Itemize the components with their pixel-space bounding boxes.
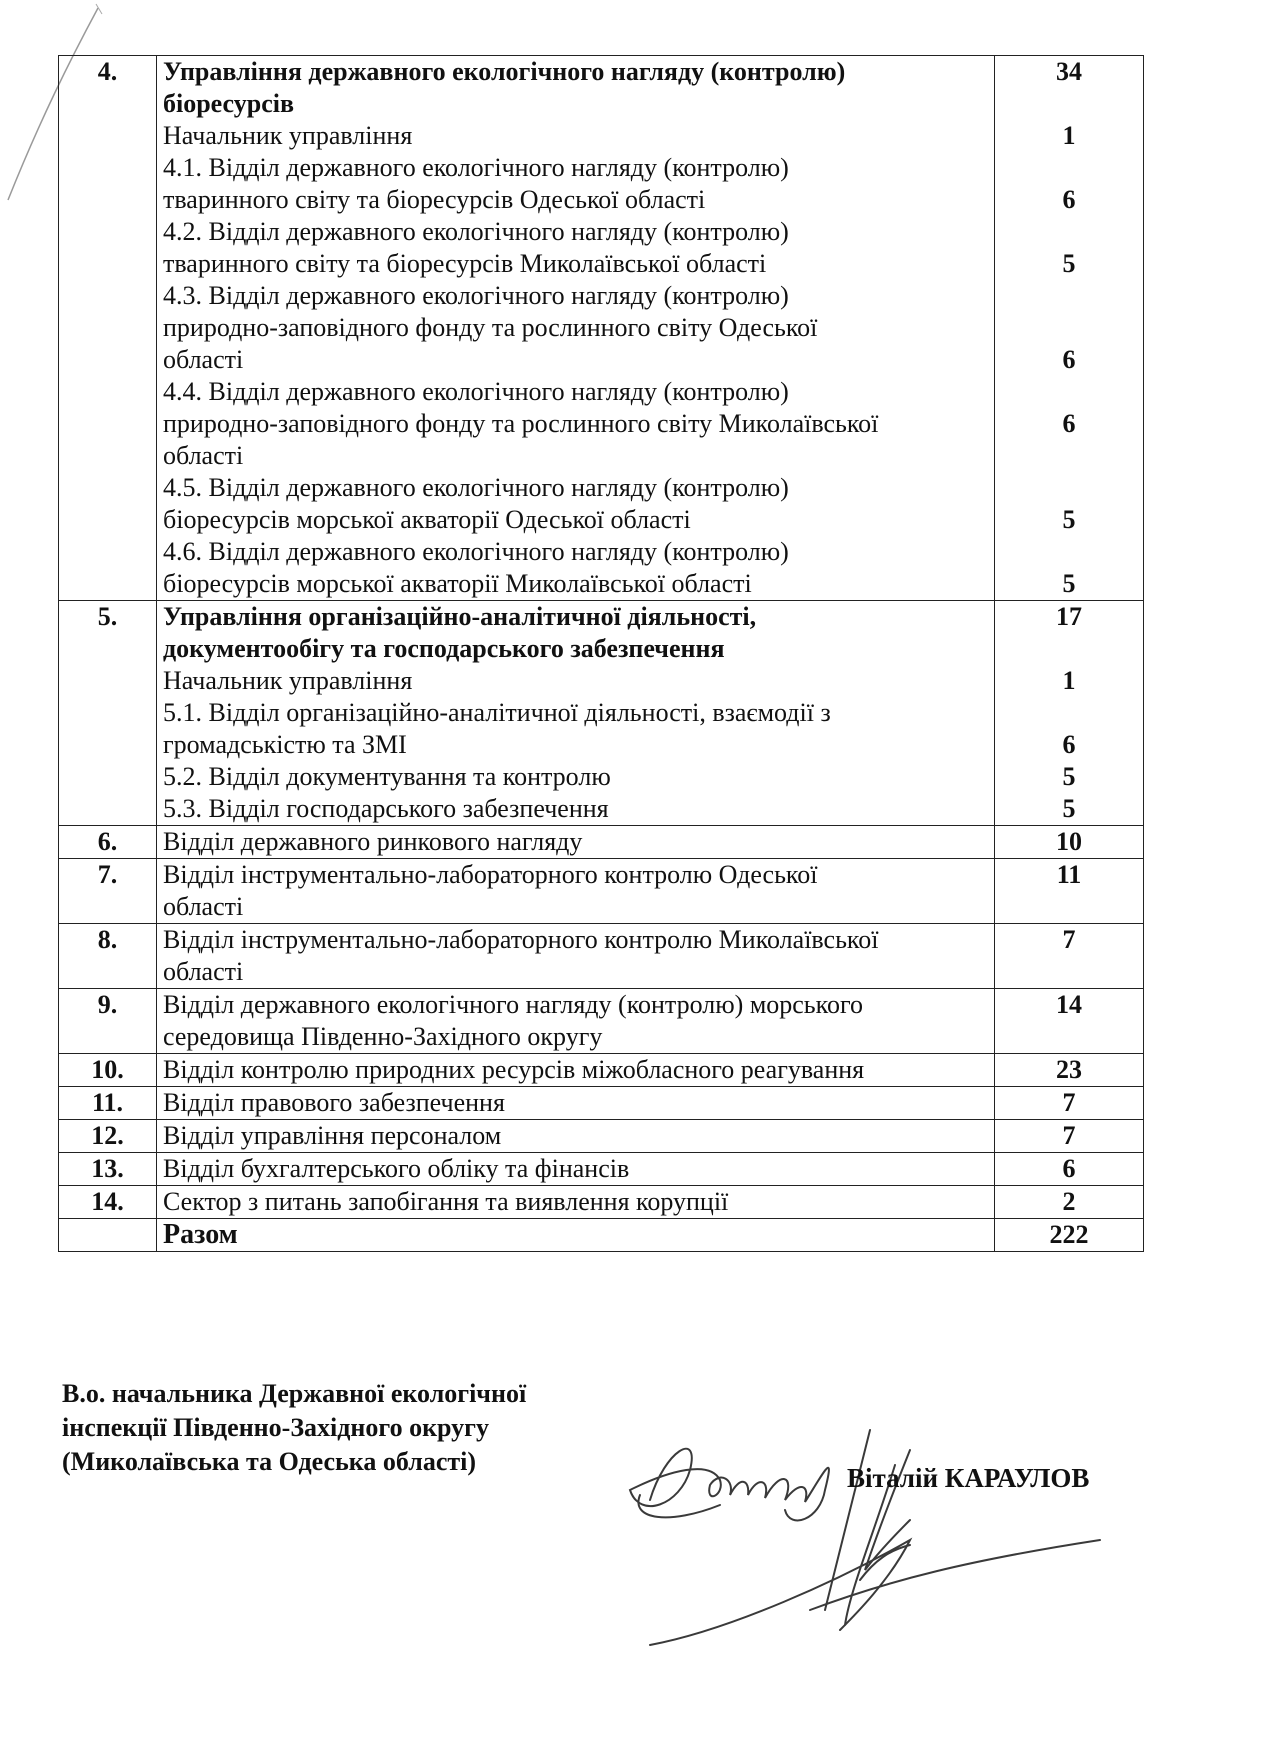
row-count: 7 — [995, 924, 1144, 989]
row-number: 11. — [59, 1087, 157, 1120]
row-text-line: області — [163, 892, 244, 921]
row-text-line: Відділ правового забезпечення — [163, 1088, 505, 1117]
subitem-count: 1 — [1062, 121, 1076, 150]
staff-structure-table — [58, 55, 1144, 1252]
table-row-13 — [59, 1153, 1144, 1186]
subitem-line: 4.2. Відділ державного екологічного нагляду (контролю) — [163, 217, 789, 246]
table-row-12 — [59, 1120, 1144, 1153]
subitem-line: тваринного світу та біоресурсів Одеської області — [163, 185, 706, 214]
subitem-count: 5 — [1062, 569, 1076, 598]
table-total-row — [59, 1219, 1144, 1252]
table-row-11 — [59, 1087, 1144, 1120]
subitem-line: 5.3. Відділ господарського забезпечення — [163, 794, 609, 823]
subitem-count: 5 — [1062, 762, 1076, 791]
row-count: 11 — [995, 859, 1144, 924]
subitem-line: області — [163, 345, 244, 374]
row-description — [157, 1120, 995, 1153]
row-text-line: Відділ державного екологічного нагляду (контролю) морського — [163, 990, 863, 1019]
row-description — [157, 859, 995, 924]
subitem-count: 5 — [1062, 794, 1076, 823]
row-text-line: Відділ інструментально-лабораторного контролю Одеської — [163, 860, 818, 889]
section-title-line: Управління державного екологічного нагляду (контролю) — [163, 57, 846, 86]
row-number: 8. — [59, 924, 157, 989]
section-total-count: 34 — [1056, 57, 1082, 86]
subitem-line: природно-заповідного фонду та рослинного світу Одеської — [163, 313, 818, 342]
subitem-count: 5 — [1062, 505, 1076, 534]
row-count: 7 — [995, 1120, 1144, 1153]
row-text-line: Відділ управління персоналом — [163, 1121, 502, 1150]
row-count: 14 — [995, 989, 1144, 1054]
subitem-count: 6 — [1062, 345, 1076, 374]
row-number: 9. — [59, 989, 157, 1054]
total-label-cell — [157, 1219, 995, 1252]
row-text-line: середовища Південно-Західного округу — [163, 1022, 603, 1051]
row-count: 23 — [995, 1054, 1144, 1087]
row-text-line: Сектор з питань запобігання та виявлення корупції — [163, 1187, 729, 1216]
total-empty-cell — [59, 1219, 157, 1252]
row-number: 13. — [59, 1153, 157, 1186]
row-number: 7. — [59, 859, 157, 924]
row-count: 7 — [995, 1087, 1144, 1120]
subitem-count: 6 — [1062, 409, 1076, 438]
subitem-line: Начальник управління — [163, 666, 413, 695]
signer-name: Віталій КАРАУЛОВ — [847, 1463, 1090, 1493]
section-title-line: Управління організаційно-аналітичної діяльності, — [163, 602, 757, 631]
table-row-9 — [59, 989, 1144, 1054]
row-description — [157, 1153, 995, 1186]
total-count: 222 — [995, 1219, 1144, 1252]
section-title-line: біоресурсів — [163, 89, 295, 118]
row-description — [157, 56, 995, 601]
subitem-count: 6 — [1062, 730, 1076, 759]
subitem-line: тваринного світу та біоресурсів Миколаївської області — [163, 249, 767, 278]
signatory-position-line: (Миколаївська та Одеська області) — [62, 1447, 477, 1476]
row-description — [157, 989, 995, 1054]
table-row-7 — [59, 859, 1144, 924]
row-text-line: Відділ контролю природних ресурсів міжобласного реагування — [163, 1055, 865, 1084]
row-description — [157, 826, 995, 859]
row-description — [157, 1054, 995, 1087]
row-number: 12. — [59, 1120, 157, 1153]
subitem-line: 4.3. Відділ державного екологічного нагляду (контролю) — [163, 281, 789, 310]
row-number: 6. — [59, 826, 157, 859]
row-text-line: Відділ державного ринкового нагляду — [163, 827, 583, 856]
subitem-line: природно-заповідного фонду та рослинного світу Миколаївської — [163, 409, 879, 438]
subitem-line: Начальник управління — [163, 121, 413, 150]
signatory-position-line: В.о. начальника Державної екологічної — [62, 1379, 527, 1408]
subitem-line: області — [163, 441, 244, 470]
section-total-count: 17 — [1056, 602, 1082, 631]
subitem-count: 6 — [1062, 185, 1076, 214]
subitem-line: 4.6. Відділ державного екологічного нагляду (контролю) — [163, 537, 789, 566]
subitem-line: 4.1. Відділ державного екологічного нагляду (контролю) — [163, 153, 789, 182]
table-row-8 — [59, 924, 1144, 989]
row-number: 4. — [59, 56, 157, 601]
handwritten-signature — [610, 1410, 1130, 1660]
row-count: 10 — [995, 826, 1144, 859]
row-text-line: Відділ бухгалтерського обліку та фінансів — [163, 1154, 630, 1183]
table-row-6 — [59, 826, 1144, 859]
subitem-line: 4.4. Відділ державного екологічного нагляду (контролю) — [163, 377, 789, 406]
row-number: 10. — [59, 1054, 157, 1087]
subitem-line: 5.2. Відділ документування та контролю — [163, 762, 611, 791]
table-row-10 — [59, 1054, 1144, 1087]
row-count-column — [995, 601, 1144, 826]
row-description — [157, 601, 995, 826]
total-label: Разом — [163, 1219, 238, 1250]
row-description — [157, 1186, 995, 1219]
row-description — [157, 1087, 995, 1120]
signatory-position-line: інспекції Південно-Західного округу — [62, 1413, 489, 1442]
subitem-line: громадськістю та ЗМІ — [163, 730, 407, 759]
row-number: 14. — [59, 1186, 157, 1219]
table-row-4 — [59, 56, 1144, 601]
row-count: 2 — [995, 1186, 1144, 1219]
row-count: 6 — [995, 1153, 1144, 1186]
row-text-line: області — [163, 957, 244, 986]
subitem-line: 5.1. Відділ організаційно-аналітичної діяльності, взаємодії з — [163, 698, 831, 727]
subitem-count: 1 — [1062, 666, 1076, 695]
row-count-column — [995, 56, 1144, 601]
signatory-position — [62, 1377, 526, 1479]
row-text-line: Відділ інструментально-лабораторного контролю Миколаївської — [163, 925, 879, 954]
subitem-count: 5 — [1062, 249, 1076, 278]
row-description — [157, 924, 995, 989]
table-row-5 — [59, 601, 1144, 826]
subitem-line: біоресурсів морської акваторії Одеської області — [163, 505, 691, 534]
section-title-line: документообігу та господарського забезпечення — [163, 634, 725, 663]
subitem-line: 4.5. Відділ державного екологічного нагляду (контролю) — [163, 473, 789, 502]
subitem-line: біоресурсів морської акваторії Миколаївської області — [163, 569, 752, 598]
row-number: 5. — [59, 601, 157, 826]
table-row-14 — [59, 1186, 1144, 1219]
